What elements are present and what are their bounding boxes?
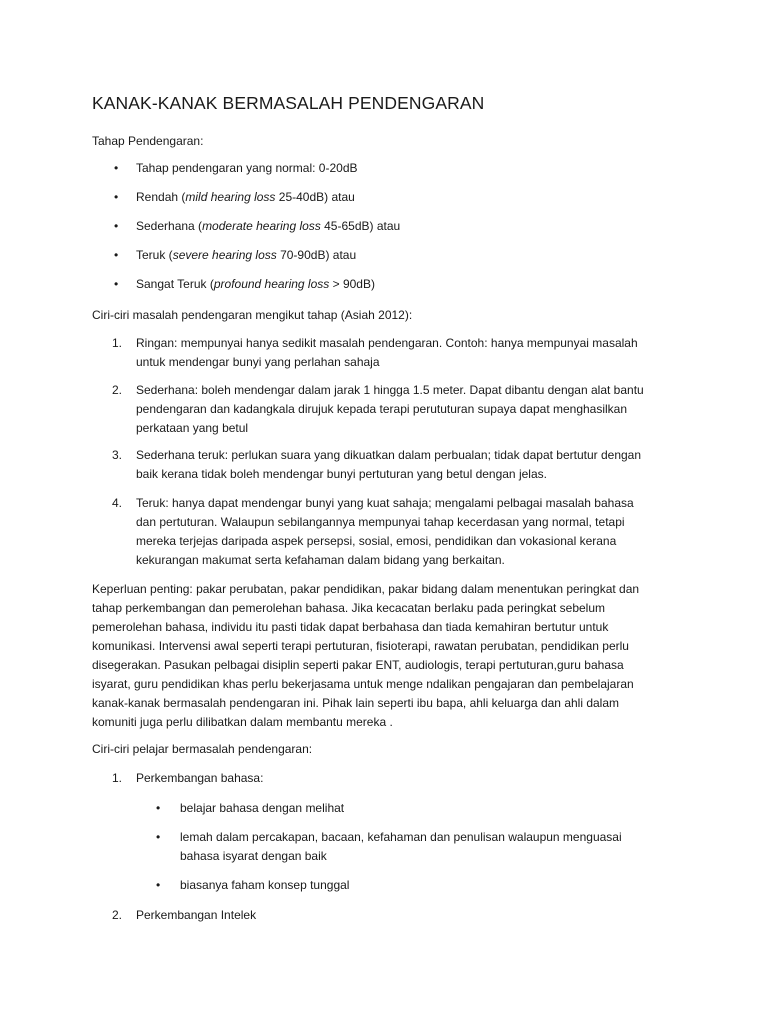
ciri-item-4 (92, 494, 673, 570)
tahap-item (92, 246, 673, 265)
pelajar-item-2 (92, 906, 673, 925)
ciri-item-line: baik kerana tidak boleh mendengar bunyi pertuturan yang betul dengan jelas. (136, 467, 547, 481)
pelajar-item-label: Perkembangan Intelek (136, 908, 257, 922)
keperluan-line: disegerakan. Pasukan pelbagai disiplin seperti pakar ENT, audiologis, terapi pertuturan,guru bahasa (92, 658, 624, 672)
ciri-item-line: dan pertuturan. Walaupun sebilangannya mempunyai tahap kecerdasan yang normal, tetapi (136, 515, 625, 529)
tahap-level: Sederhana (136, 219, 195, 233)
tahap-heading: Tahap Pendengaran: (92, 134, 204, 148)
ciri-item-number: 3. (112, 448, 123, 462)
ciri-list-3 (92, 446, 673, 484)
ciri-item-line: Teruk: hanya dapat mendengar bunyi yang kuat sahaja; mengalami pelbagai masalah bahasa (136, 496, 634, 510)
ciri-heading: Ciri-ciri masalah pendengaran mengikut tahap (Asiah 2012): (92, 308, 413, 322)
tahap-range: 25-40dB) atau (275, 190, 355, 204)
document-title: KANAK-KANAK BERMASALAH PENDENGARAN (92, 93, 485, 113)
ciri-item-3 (92, 446, 673, 484)
pelajar-sub-line: lemah dalam percakapan, bacaan, kefahaman dan penulisan walaupun menguasai (180, 830, 622, 844)
ciri-item-line: kekurangan makumat serta kefahaman dalam bidang yang berkaitan. (136, 553, 505, 567)
ciri-item-line: mereka terjejas daripada aspek persepsi, sosial, emosi, pendidikan dan vokasional kerana (136, 534, 617, 548)
ciri-item-line: untuk mendengar bunyi yang perlahan sahaja (136, 355, 380, 369)
ciri-item-number: 4. (112, 496, 123, 510)
tahap-english-term: moderate hearing loss (202, 219, 321, 233)
pelajar-sub-line: belajar bahasa dengan melihat (180, 801, 345, 815)
pelajar-sub-item (92, 828, 673, 866)
ciri-list-1 (92, 334, 673, 372)
pelajar-sub-list-a (92, 799, 673, 818)
tahap-item (92, 159, 673, 178)
tahap-item (92, 188, 673, 207)
pelajar-sub-list-c (92, 876, 673, 895)
tahap-range: 45-65dB) atau (320, 219, 401, 233)
ciri-item-number: 1. (112, 336, 123, 350)
tahap-text: ( (178, 190, 186, 204)
ciri-item-line: pendengaran dan kadangkala dirujuk kepada terapi perututuran supaya dapat menghasilkan (136, 402, 628, 416)
keperluan-line: Keperluan penting: pakar perubatan, pakar pendidikan, pakar bidang dalam menentukan peringkat dan (92, 582, 640, 596)
tahap-text: ( (194, 219, 203, 233)
pelajar-item-2-row (92, 906, 673, 925)
pelajar-sub-item (92, 799, 673, 818)
tahap-text: ( (206, 277, 214, 291)
ciri-item-number: 2. (112, 383, 123, 397)
pelajar-item-number: 2. (112, 908, 123, 922)
ciri-item-line: perkataan yang betul (136, 421, 249, 435)
pelajar-item-number: 1. (112, 771, 123, 785)
tahap-text: ( (165, 248, 173, 262)
tahap-level: Rendah (136, 190, 179, 204)
keperluan-line: komuniti juga perlu dilibatkan dalam membantu mereka . (92, 715, 393, 729)
keperluan-line: komunikasi. Intervensi awal seperti terapi pertuturan, fisioterapi, rawatan perubatan, pendidikan perlu (92, 639, 629, 653)
tahap-item (92, 217, 673, 236)
tahap-range: 70-90dB) atau (276, 248, 357, 262)
ciri-item-line: Sederhana teruk: perlukan suara yang dikuatkan dalam perbualan; tidak dapat bertutur dengan (136, 448, 642, 462)
tahap-item (92, 275, 673, 294)
ciri-item-1 (92, 334, 673, 372)
keperluan-line: isyarat, guru pendidikan khas perlu bekerjasama untuk menge ndalikan pengajaran dan pembelajaran (92, 677, 634, 691)
ciri-item-2 (92, 381, 673, 438)
pelajar-sub-list-b (92, 828, 673, 866)
pelajar-sub-item (92, 876, 673, 895)
pelajar-sub-line: bahasa isyarat dengan baik (180, 849, 327, 863)
pelajar-sub-line: biasanya faham konsep tunggal (180, 878, 350, 892)
pelajar-item-label: Perkembangan bahasa: (136, 771, 264, 785)
keperluan-line: tahap perkembangan dan pemerolehan bahasa. Jika kecacatan berlaku pada peringkat sebelum (92, 601, 606, 615)
tahap-english-term: severe hearing loss (172, 248, 277, 262)
keperluan-line: pemerolehan bahasa, individu itu pasti tidak dapat berbahasa dan tiada kemahiran bertutur untuk (92, 620, 609, 634)
tahap-range: > 90dB) (329, 277, 375, 291)
tahap-level: Teruk (136, 248, 166, 262)
tahap-level: Sangat Teruk (136, 277, 207, 291)
pelajar-heading: Ciri-ciri pelajar bermasalah pendengaran: (92, 742, 313, 756)
tahap-english-term: mild hearing loss (185, 190, 276, 204)
ciri-item-line: Sederhana: boleh mendengar dalam jarak 1 hingga 1.5 meter. Dapat dibantu dengan alat bantu (136, 383, 644, 397)
keperluan-paragraph (92, 580, 673, 732)
pelajar-item-1 (92, 769, 673, 788)
ciri-list-2 (92, 381, 673, 438)
keperluan-line: kanak-kanak bermasalah pendengaran ini. Pihak lain seperti ibu bapa, ahli keluarga dan ahli dalam (92, 696, 620, 710)
ciri-list-4 (92, 494, 673, 570)
tahap-english-term: profound hearing loss (213, 277, 330, 291)
ciri-item-line: Ringan: mempunyai hanya sedikit masalah pendengaran. Contoh: hanya mempunyai masalah (136, 336, 638, 350)
tahap-text: Tahap pendengaran yang normal: 0-20dB (136, 161, 358, 175)
pelajar-item-1-row (92, 769, 673, 788)
